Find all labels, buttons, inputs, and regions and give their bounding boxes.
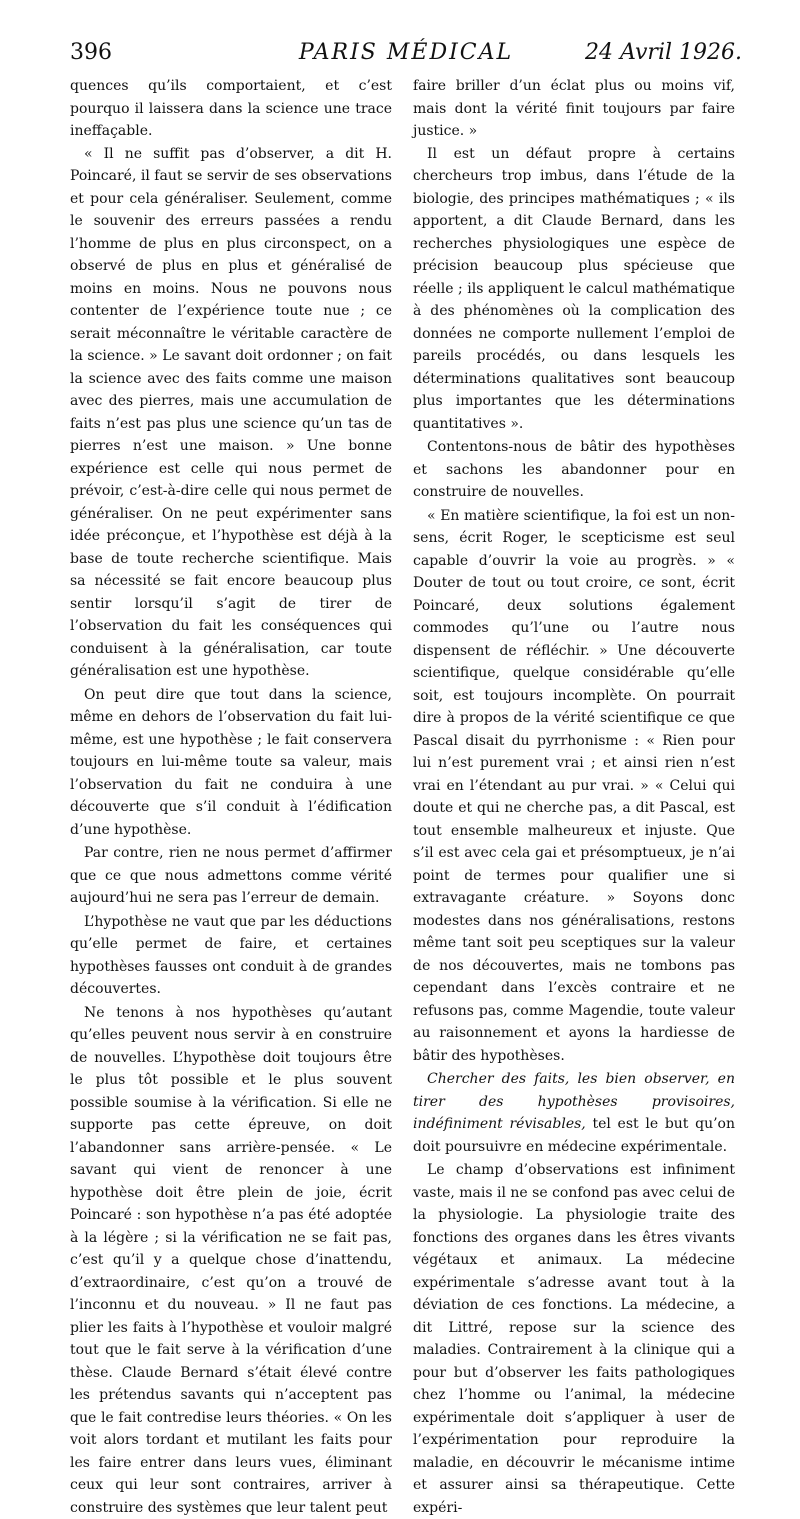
paragraph: Il est un défaut propre à certains chercheurs trop imbus, dans l’étude de la biologie, des principes mathématiques ; « ils apportent, a dit Claude Bernard, dans les recherches physiologiques une espèce de précision beaucoup plus spécieuse que réelle ; ils appliquent le calcul mathématique à des phénomènes où la complication des données ne comporte nullement l’emploi de pareils procédés, ou dans lesquels les déterminations qualitatives sont beaucoup plus importantes que les déterminations quantitatives ». xyxy=(413,143,735,436)
paragraph: « En matière scientifique, la foi est un non-sens, écrit Roger, le scepticisme est seul capable d’ouvrir la voie au progrès. » « Douter de tout ou tout croire, ce sont, écrit Poincaré, deux solutions également commodes qu’l’une ou l’autre nous dispensent de réfléchir. » Une découverte scientifique, quelque considérable qu’elle soit, est toujours incomplète. On pourrait dire à propos de la vérité scientifique ce que Pascal disait du pyrrhonisme : « Rien pour lui n’est purement vrai ; et ainsi rien n’est vrai en l’étendant au pur vrai. » « Celui qui doute et qui ne cherche pas, a dit Pascal, est tout ensemble malheureux et injuste. Que s’il est avec cela gai et présomptueux, je n’ai point de termes pour qualifier une si extravagante créature. » Soyons donc modestes dans nos généralisations, restons même tant soit peu sceptiques sur la valeur de nos découvertes, mais ne tombons pas cependant dans l’excès contraire et ne refusons pas, comme Magendie, toute valeur au raisonnement et ayons la hardiesse de bâtir des hypothèses. xyxy=(413,505,735,1068)
paragraph: « Il ne suffit pas d’observer, a dit H. Poincaré, il faut se servir de ses observations et pour cela généraliser. Seulement, comme le souvenir des erreurs passées a rendu l’homme de plus en plus circonspect, on a observé de plus en plus et généralisé de moins en moins. Nous ne pouvons nous contenter de l’expérience toute nue ; ce serait méconnaître le véritable caractère de la science. » Le savant doit ordonner ; on fait la science avec des faits comme une maison avec des pierres, mais une accumulation de faits n’est pas plus une science qu’un tas de pierres n’est une maison. » Une bonne expérience est celle qui nous permet de prévoir, c’est-à-dire celle qui nous permet de généraliser. On ne peut expérimenter sans idée préconçue, et l’hypothèse est déjà à la base de toute recherche scientifique. Mais sa nécessité se fait encore beaucoup plus sentir lorsqu’il s’agit de tirer de l’observation du fait les conséquences qui conduisent à la généralisation, car toute généralisation est une hypothèse. xyxy=(70,143,392,683)
italic-phrase: Chercher des faits, les bien observer, en tirer des hypothèses provisoires, indéfiniment révisables, xyxy=(413,1071,735,1132)
paragraph: Contentons-nous de bâtir des hypothèses et sachons les abandonner pour en construire de nouvelles. xyxy=(413,436,735,504)
paragraph: Par contre, rien ne nous permet d’affirmer que ce que nous admettons comme vérité aujourd’hui ne sera pas l’erreur de demain. xyxy=(70,842,392,910)
page-header xyxy=(70,36,742,68)
paragraph-text: tel est le but qu’on doit poursuivre en médecine expérimentale. xyxy=(413,1116,735,1155)
paragraph: Le champ d’observations est infiniment vaste, mais il ne se confond pas avec celui de la physiologie. La physiologie traite des fonctions des organes dans les êtres vivants végétaux et animaux. La médecine expérimentale s’adresse avant tout à la déviation de ces fonctions. La médecine, a dit Littré, repose sur la science des maladies. Contrairement à la clinique qui a pour but d’observer les faits pathologiques chez l’homme ou l’animal, la médecine expérimentale doit s’appliquer à user de l’expérimentation pour reproduire la maladie, en découvrir le mécanisme intime et assurer ainsi sa thérapeutique. Cette expéri- xyxy=(413,1159,735,1519)
paragraph: L’hypothèse ne vaut que par les déductions qu’elle permet de faire, et certaines hypothèses fausses ont conduit à de grandes découvertes. xyxy=(70,911,392,1001)
left-column xyxy=(70,75,392,1519)
paragraph xyxy=(413,1068,735,1158)
journal-title: PARIS MÉDICAL xyxy=(70,40,742,65)
paragraph: Ne tenons à nos hypothèses qu’autant qu’elles peuvent nous servir à en construire de nouvelles. L’hypothèse doit toujours être le plus tôt possible et le plus souvent possible soumise à la vérification. Si elle ne supporte pas cette épreuve, on doit l’abandonner sans arrière-pensée. « Le savant qui vient de renoncer à une hypothèse doit être plein de joie, écrit Poincaré : son hypothèse n’a pas été adoptée à la légère ; si la vérification ne se fait pas, c’est qu’il y a quelque chose d’inattendu, d’extraordinaire, c’est qu’on a trouvé de l’inconnu et du nouveau. » Il ne faut pas plier les faits à l’hypothèse et vouloir malgré tout que le fait serve à la vérification d’une thèse. Claude Bernard s’était élevé contre les prétendus savants qui n’acceptent pas que le fait contredise leurs théories. « On les voit alors tordant et mutilant les faits pour les faire entrer dans leurs vues, éliminant ceux qui leur sont contraires, arriver à construire des systèmes que leur talent peut xyxy=(70,1002,392,1519)
paragraph: quences qu’ils comportaient, et c’est pourquo il laissera dans la science une trace ineffaçable. xyxy=(70,75,392,143)
paragraph: On peut dire que tout dans la science, même en dehors de l’observation du fait lui-même, est une hypothèse ; le fait conservera toujours en lui-même toute sa valeur, mais l’observation du fait ne conduira à une découverte que s’il conduit à l’édification d’une hypothèse. xyxy=(70,684,392,842)
paragraph: faire briller d’un éclat plus ou moins vif, mais dont la vérité finit toujours par faire justice. » xyxy=(413,75,735,143)
right-column xyxy=(413,75,735,1519)
issue-date: 24 Avril 1926. xyxy=(585,40,742,65)
page-number: 396 xyxy=(70,40,112,65)
